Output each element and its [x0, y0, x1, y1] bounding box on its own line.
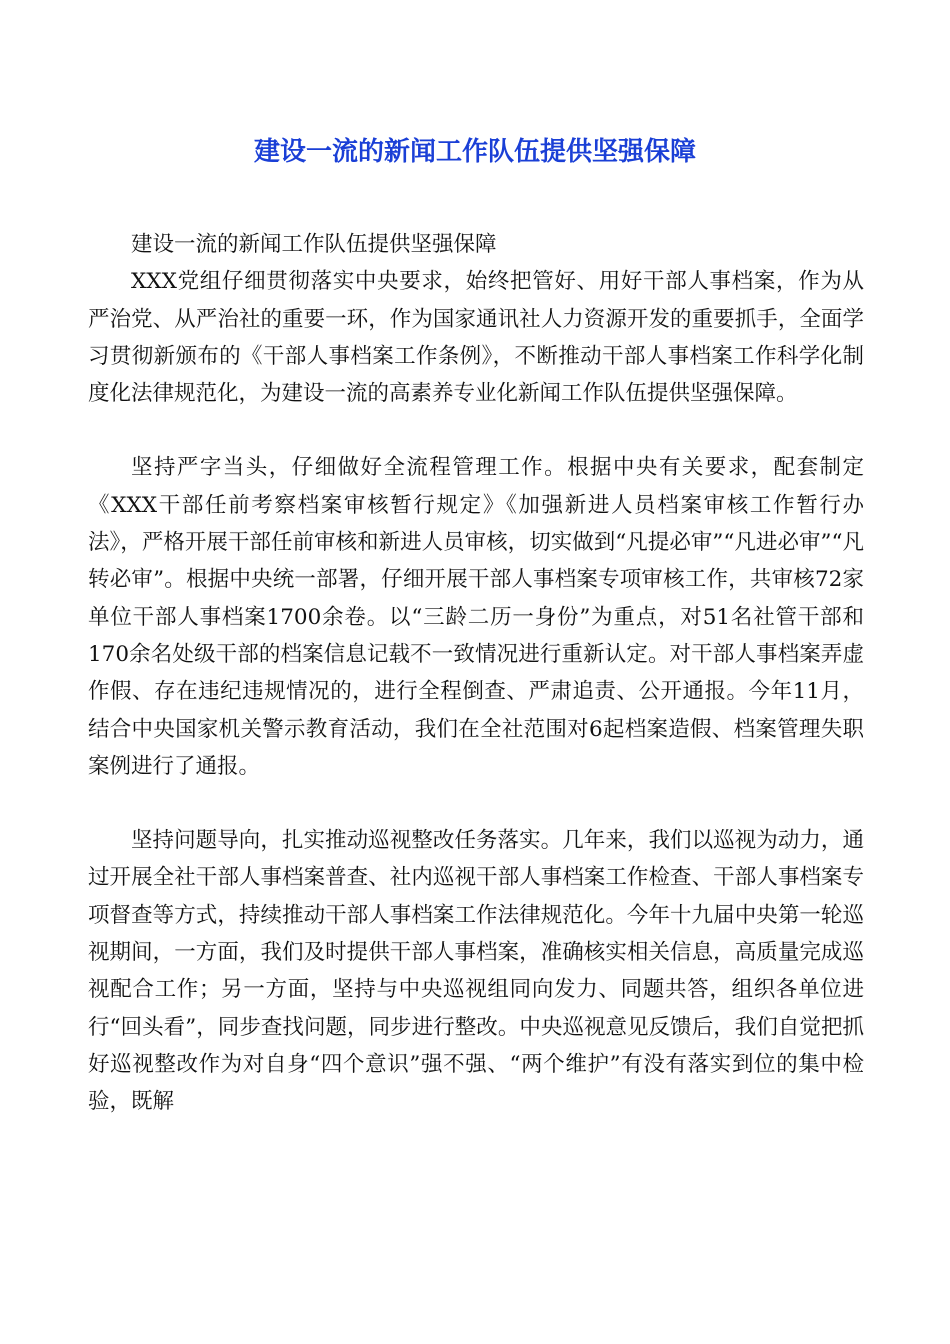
paragraph-spacer [88, 785, 864, 822]
document-title: 建设一流的新闻工作队伍提供坚强保障 [253, 137, 696, 167]
document-body [88, 226, 864, 1121]
paragraph-inspection-rectification: 坚持问题导向，扎实推动巡视整改任务落实。几年来，我们以巡视为动力，通过开展全社干部人事档案普查、社内巡视干部人事档案工作检查、干部人事档案专项督查等方式，持续推动干部人事档案工作法律规范化。今年十九届中央第一轮巡视期间，一方面，我们及时提供干部人事档案，准确核实相关信息，高质量完成巡视配合工作；另一方面，坚持与中央巡视组同向发力、同题共答，组织各单位进行“回头看”，同步查找问题，同步进行整改。中央巡视意见反馈后，我们自觉把抓好巡视整改作为对自身“四个意识”强不强、“两个维护”有没有落实到位的集中检验，既解 [88, 828, 864, 1115]
paragraph-intro: XXX党组仔细贯彻落实中央要求，始终把管好、用好干部人事档案，作为从严治党、从严治社的重要一环，作为国家通讯社人力资源开发的重要抓手，全面学习贯彻新颁布的《干部人事档案工作条例》，不断推动干部人事档案工作科学化制度化法律规范化，为建设一流的高素养专业化新闻工作队伍提供坚强保障。 [88, 269, 864, 407]
paragraph-spacer [88, 412, 864, 449]
paragraph-strict-management: 坚持严字当头，仔细做好全流程管理工作。根据中央有关要求，配套制定《XXX干部任前考察档案审核暂行规定》《加强新进人员档案审核工作暂行办法》，严格开展干部任前审核和新进人员审核，切实做到“凡提必审”“凡进必审”“凡转必审”。根据中央统一部署，仔细开展干部人事档案专项审核工作，共审核72家单位干部人事档案1700余卷。以“三龄二历一身份”为重点，对51名社管干部和170余名处级干部的档案信息记载不一致情况进行重新认定。对干部人事档案弄虚作假、存在违纪违规情况的，进行全程倒查、严肃追责、公开通报。今年11月，结合中央国家机关警示教育活动，我们在全社范围对6起档案造假、档案管理失职案例进行了通报。 [88, 455, 864, 779]
paragraph-subtitle: 建设一流的新闻工作队伍提供坚强保障 [131, 232, 497, 257]
